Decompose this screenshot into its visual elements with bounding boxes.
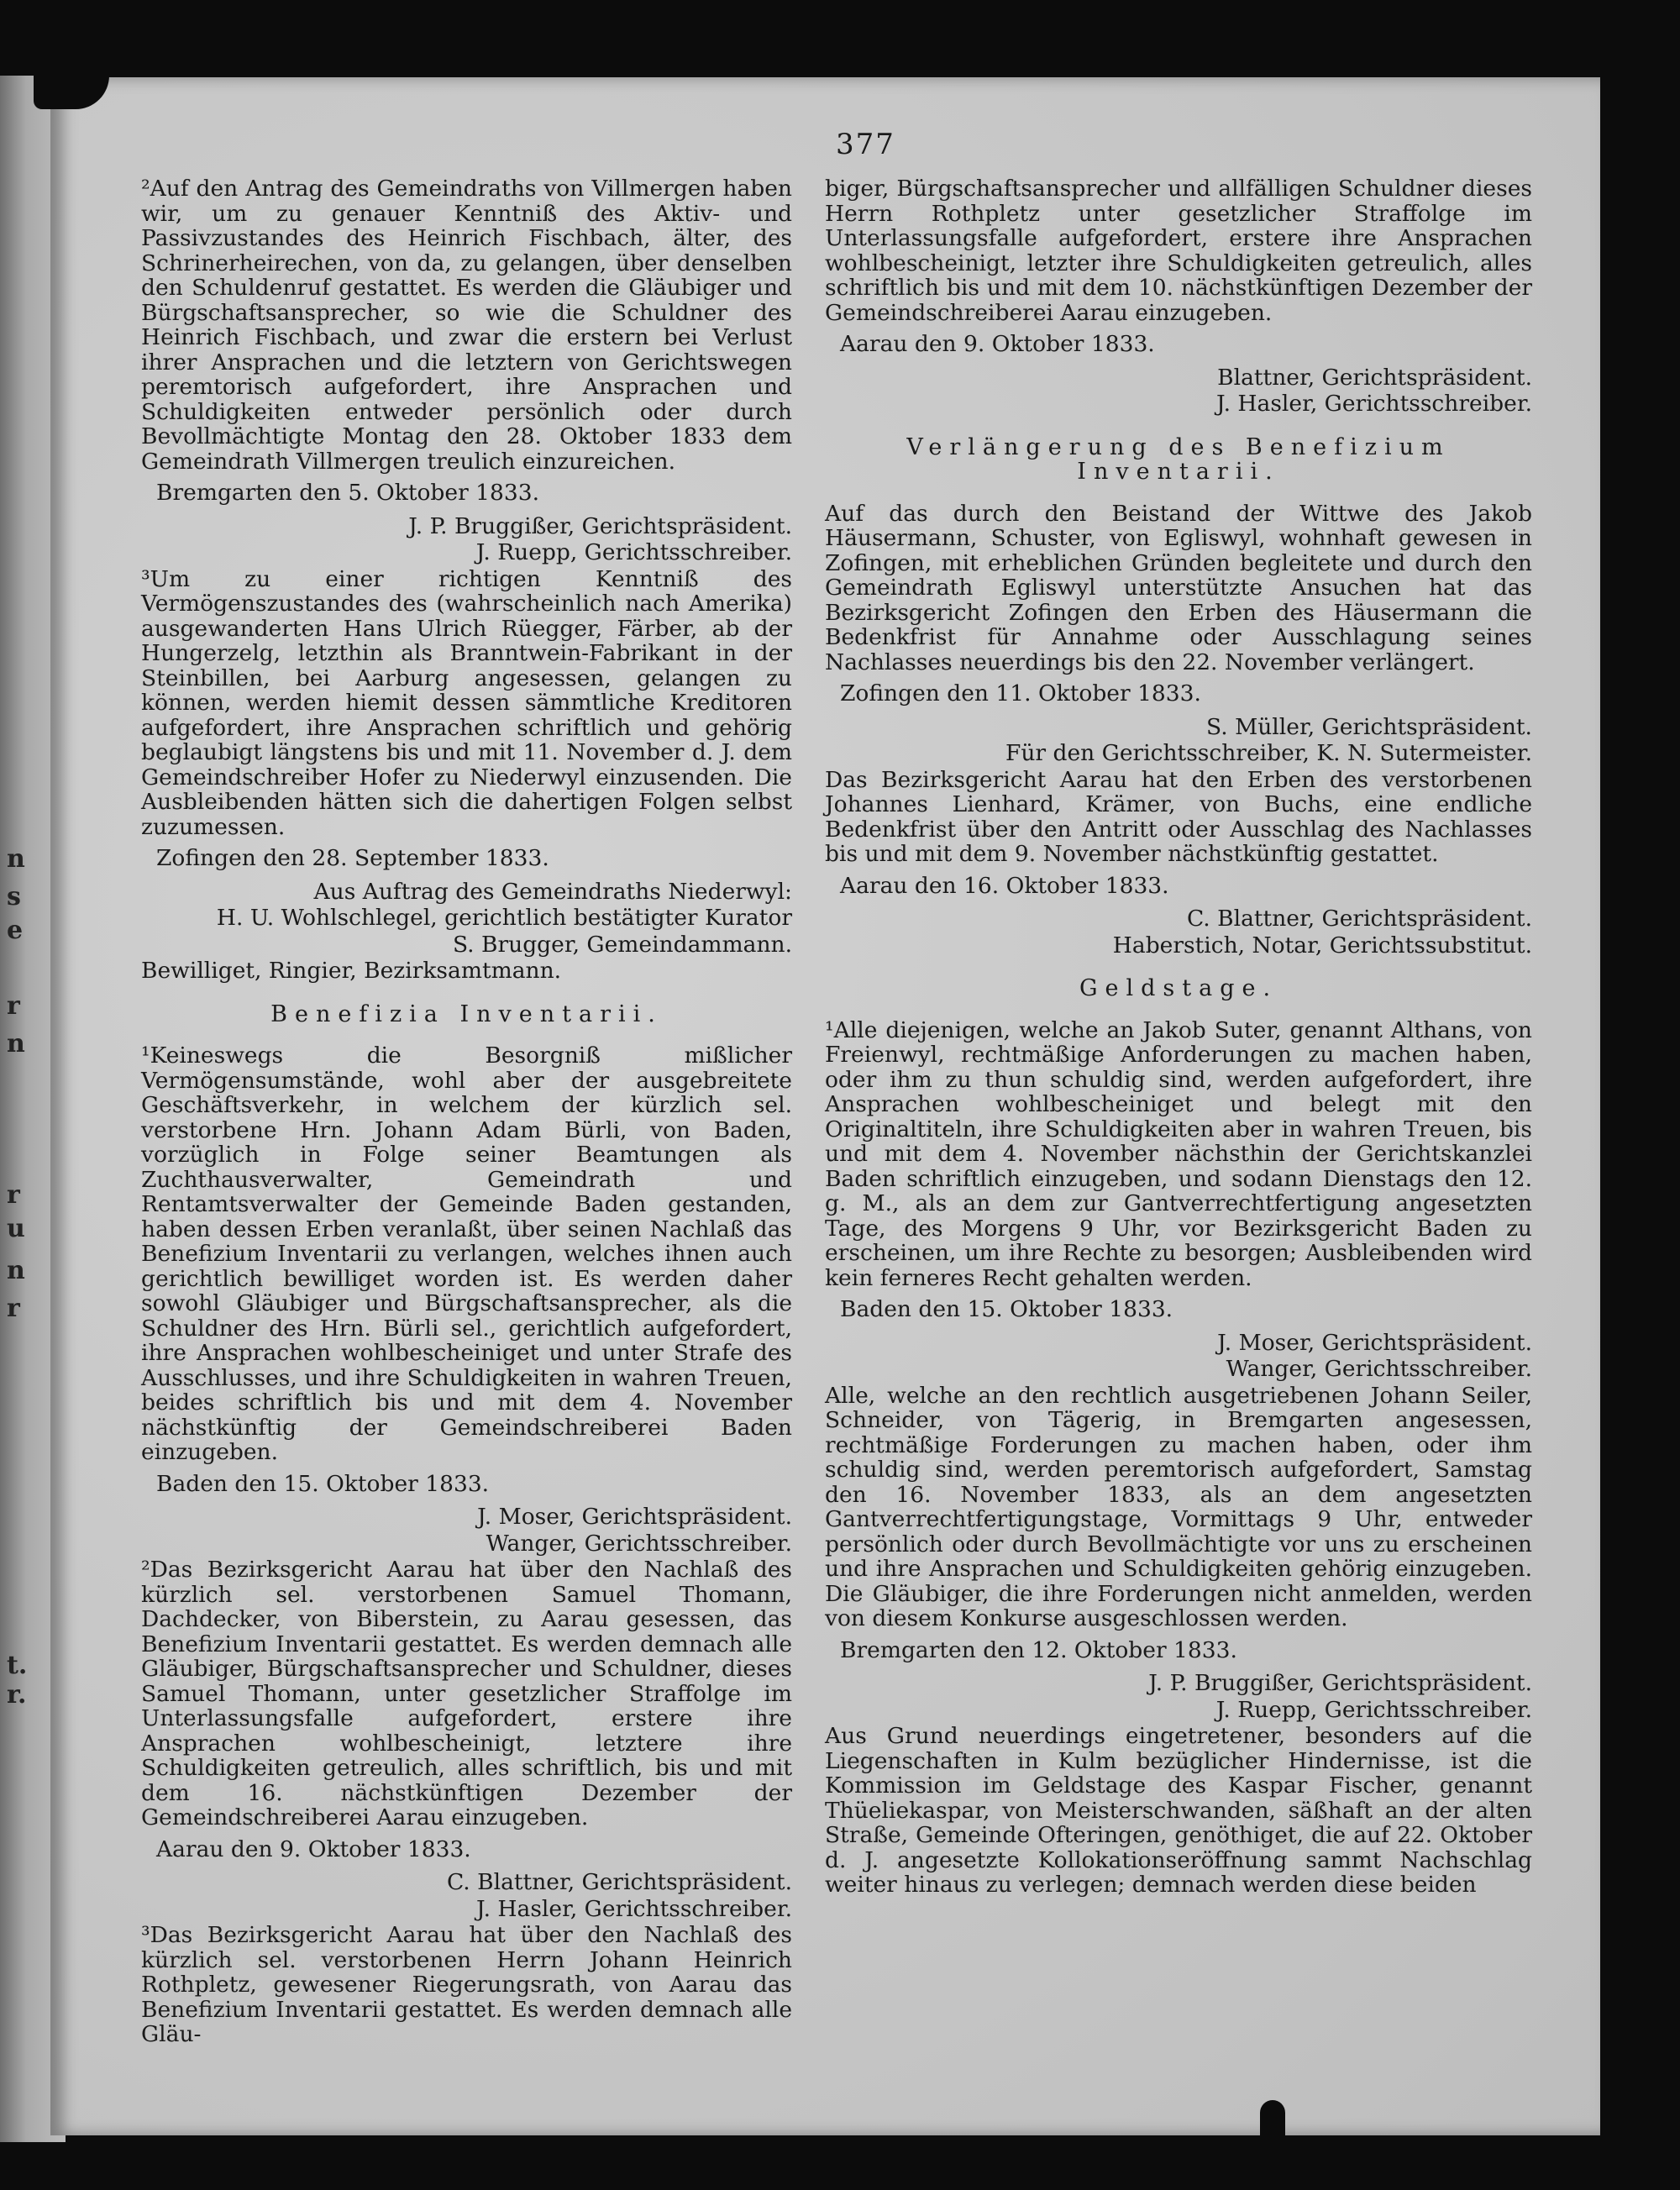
notice-paragraph: ¹Alle diejenigen, welche an Jakob Suter, genannt Althans, von Freienwyl, rechtmäßige Anforderungen zu machen haben, oder ihm zu thun schuldig sind, werden aufgefordert, ihre Ansprachen wohlbescheiniget und belegt mit den Originaltiteln, ihre Schuldigkeiten aber in wahren Treuen, bis und mit dem 4. November nächsthin der Gerichtskanzlei Baden schriftlich einzugeben, und sodann Dienstags den 12. g. M., als an dem zur Gantverrechtfertigung angesetzten Tage, des Morgens 9 Uhr, vor Bezirksgericht Baden zu erscheinen, um ihre Rechte zu besorgen; Ausbleibenden wird kein ferneres Recht gehalten werden. bbox=[825, 1016, 1532, 1291]
signature-line: J. Ruepp, Gerichtsschreiber. bbox=[1215, 1696, 1532, 1723]
page-number: 377 bbox=[836, 128, 895, 161]
signature-line: Für den Gerichtsschreiber, K. N. Sutermeister. bbox=[1005, 740, 1532, 766]
previous-page-fragment: r. bbox=[7, 1680, 27, 1709]
signature-line: H. U. Wohlschlegel, gerichtlich bestätigter Kurator bbox=[216, 905, 792, 931]
signature-line: Aus Auftrag des Gemeindraths Niederwyl: bbox=[313, 878, 792, 905]
signature-line: J. P. Bruggißer, Gerichtspräsident. bbox=[1148, 1670, 1532, 1696]
right-column bbox=[825, 176, 1532, 1904]
notice-paragraph: ³Das Bezirksgericht Aarau hat über den Nachlaß des kürzlich sel. verstorbenen Herrn Johann Heinrich Rothpletz, gewesener Riegerungsrath, von Aarau das Benefizium Inventarii gestattet. Es werden demnach alle Gläu- bbox=[141, 1922, 792, 2047]
place-date-line: Aarau den 16. Oktober 1833. bbox=[840, 872, 1169, 899]
notice-paragraph: ²Das Bezirksgericht Aarau hat über den Nachlaß des kürzlich sel. verstorbenen Samuel Thomann, Dachdecker, von Biberstein, zu Aarau gesessen, das Benefizium Inventarii gestattet. Es werden demnach alle Gläubiger, Bürgschaftsansprecher und Schuldner, dieses Samuel Thomann, unter gesetzlicher Straffolge im Unterlassungsfalle aufgefordert, erstere ihre Ansprachen wohlbescheinigt, letztere ihre Schuldigkeiten getreulich, alles schriftlich, bis und mit dem 16. nächstkünftigen Dezember der Gemeindschreiberei Aarau einzugeben. bbox=[141, 1557, 792, 1830]
previous-page-fragment: r bbox=[7, 991, 20, 1021]
previous-page-fragment: n bbox=[7, 844, 25, 874]
signature-line: J. Moser, Gerichtspräsident. bbox=[1217, 1329, 1532, 1356]
signature-line: C. Blattner, Gerichtspräsident. bbox=[1186, 906, 1532, 932]
place-date-line: Bremgarten den 5. Oktober 1833. bbox=[156, 480, 540, 506]
place-date-line: Zofingen den 11. Oktober 1833. bbox=[840, 680, 1201, 706]
section-heading: Verlängerung des Benefizium Inventarii. bbox=[906, 433, 1451, 485]
notice-paragraph: ³Um zu einer richtigen Kenntniß des Vermögenszustandes des (wahrscheinlich nach Amerika) ausgewanderten Hans Ulrich Rüegger, Färber, ab der Hungerzelg, letzthin als Branntwein-Fabrikant in der Steinbillen, bei Aarburg angesessen, gelangen zu können, werden hiemit dessen sämmtliche Kreditoren aufgefordert, ihre Ansprachen schriftlich und gehörig beglaubigt längstens bis und mit 11. November d. J. dem Gemeindschreiber Hofer zu Niederwyl einzusenden. Die Ausbleibenden hätten sich die dahertigen Folgen selbst zuzumessen. bbox=[141, 565, 792, 840]
edge-damage-bottom bbox=[1260, 2100, 1285, 2151]
previous-page-fragment: t. bbox=[7, 1651, 28, 1680]
signature-line: Wanger, Gerichtsschreiber. bbox=[486, 1530, 792, 1557]
signature-line: C. Blattner, Gerichtspräsident. bbox=[446, 1869, 792, 1895]
place-date-line: Aarau den 9. Oktober 1833. bbox=[156, 1836, 471, 1862]
signature-line: S. Müller, Gerichtspräsident. bbox=[1206, 713, 1532, 740]
signature-line: Haberstich, Notar, Gerichtssubstitut. bbox=[1112, 932, 1532, 958]
signature-line: Bewilliget, Ringier, Bezirksamtmann. bbox=[141, 958, 562, 984]
left-column bbox=[141, 176, 792, 2054]
notice-paragraph: biger, Bürgschaftsansprecher und allfälligen Schuldner dieses Herrn Rothpletz unter gesetzlicher Straffolge im Unterlassungsfalle aufgefordert, erstere ihre Ansprachen wohlbescheinigt, letzter ihre Schuldigkeiten getreulich, alles schriftlich bis und mit dem 10. nächstkünftigen Dezember der Gemeindschreiberei Aarau einzugeben. bbox=[825, 176, 1532, 326]
signature-line: J. Hasler, Gerichtsschreiber. bbox=[476, 1895, 792, 1922]
signature-line: Blattner, Gerichtspräsident. bbox=[1217, 364, 1532, 391]
place-date-line: Bremgarten den 12. Oktober 1833. bbox=[840, 1636, 1237, 1663]
notice-paragraph: ²Auf den Antrag des Gemeindraths von Villmergen haben wir, um zu genauer Kenntniß des Aktiv- und Passivzustandes des Heinrich Fischbach, älter, des Schrinerheirechen, von da, zu gelangen, über denselben den Schuldenruf gestattet. Es werden die Gläubiger und Bürgschaftsansprecher, so wie die Schuldner des Heinrich Fischbach, und zwar die erstern bei Verlust ihrer Ansprachen und die letztern von Gerichtswegen peremtorisch aufgefordert, ihre Ansprachen und Schuldigkeiten entweder persönlich oder durch Bevollmächtigte Montag den 28. Oktober 1833 dem Gemeindrath Villmergen treulich einzureichen. bbox=[141, 176, 792, 475]
previous-page-fragment: u bbox=[7, 1214, 25, 1243]
previous-page-fragment: n bbox=[7, 1029, 25, 1058]
previous-page-fragment: e bbox=[7, 916, 24, 945]
notice-paragraph: ¹Keineswegs die Besorgniß mißlicher Vermögensumstände, wohl aber der ausgebreitete Geschäftsverkehr, in welchem der kürzlich sel. verstorbene Hrn. Johann Adam Bürli, von Baden, vorzüglich in Folge seiner Beamtungen als Zuchthausverwalter, Gemeindrath und Rentamtsverwalter der Gemeinde Baden gestanden, haben dessen Erben veranlaßt, über seinen Nachlaß das Benefizium Inventarii zu verlangen, welches ihnen auch gerichtlich bewilliget worden ist. Es werden daher sowohl Gläubiger und Bürgschaftsansprecher, als die Schuldner des Hrn. Bürli sel., gerichtlich aufgefordert, ihre Ansprachen wohlbescheiniget und unter Strafe des Ausschlusses, und ihre Schuldigkeiten in wahren Treuen, beides schriftlich bis und mit dem 4. November nächstkünftig der Gemeindschreiberei Baden einzugeben. bbox=[141, 1042, 792, 1465]
signature-line: J. Hasler, Gerichtsschreiber. bbox=[1216, 391, 1532, 417]
signature-line: J. Ruepp, Gerichtsschreiber. bbox=[475, 539, 792, 565]
notice-paragraph: Das Bezirksgericht Aarau hat den Erben des verstorbenen Johannes Lienhard, Krämer, von Buchs, eine endliche Bedenkfrist über den Antritt oder Ausschlag des Nachlasses bis und mit dem 9. November nächstkünftig gestattet. bbox=[825, 766, 1532, 867]
signature-line: J. P. Bruggißer, Gerichtspräsident. bbox=[408, 512, 792, 539]
previous-page-fragment: n bbox=[7, 1256, 25, 1285]
section-heading: Benefizia Inventarii. bbox=[270, 1000, 663, 1027]
notice-paragraph: Auf das durch den Beistand der Wittwe des Jakob Häusermann, Schuster, von Egliswyl, wohnhaft gewesen in Zofingen, mit erheblichen Gründen begleitete und durch den Gemeindrath Egliswyl unterstützte Ansuchen hat das Bezirksgericht Zofingen den Erben des Häusermann die Bedenkfrist für Annahme oder Ausschlagung seines Nachlasses neuerdings bis den 22. November verlängert. bbox=[825, 500, 1532, 675]
previous-page-fragment: r bbox=[7, 1180, 20, 1210]
newspaper-page bbox=[50, 77, 1600, 2135]
section-heading: Geldstage. bbox=[1079, 975, 1278, 1001]
notice-paragraph: Aus Grund neuerdings eingetretener, besonders auf die Liegenschaften in Kulm bezüglicher Hindernisse, ist die Kommission im Geldstage des Kaspar Fischer, genannt Thüeliekaspar, von Meisterschwanden, säßhaft an der alten Straße, Gemeinde Ofteringen, genöthiget, die auf 22. Oktober d. J. angesetzte Kollokationseröffnung sammt Nachschlag weiter hinaus zu verlegen; demnach werden diese beiden bbox=[825, 1723, 1532, 1898]
signature-line: J. Moser, Gerichtspräsident. bbox=[477, 1504, 792, 1530]
place-date-line: Aarau den 9. Oktober 1833. bbox=[840, 331, 1155, 357]
place-date-line: Zofingen den 28. September 1833. bbox=[156, 845, 549, 871]
signature-line: S. Brugger, Gemeindammann. bbox=[452, 931, 792, 958]
previous-page-fragment: r bbox=[7, 1294, 20, 1323]
previous-page-fragment: s bbox=[7, 882, 21, 911]
signature-line: Wanger, Gerichtsschreiber. bbox=[1226, 1356, 1532, 1382]
place-date-line: Baden den 15. Oktober 1833. bbox=[840, 1296, 1173, 1322]
binding-shadow-top bbox=[34, 50, 109, 109]
notice-paragraph: Alle, welche an den rechtlich ausgetriebenen Johann Seiler, Schneider, von Tägerig, in Bremgarten angesessen, rechtmäßige Forderungen zu machen haben, oder ihm schuldig sind, werden peremtorisch aufgefordert, Samstag den 16. November 1833, als an dem angesetzten Gantverrechtfertigungstage, Vormittags 9 Uhr, entweder persönlich oder durch Bevollmächtigte vor uns zu erscheinen und ihre Ansprachen und Schuldigkeiten gehörig einzugeben. Die Gläubiger, die ihre Forderungen nicht anmelden, werden von diesem Konkurse ausgeschlossen werden. bbox=[825, 1382, 1532, 1631]
place-date-line: Baden den 15. Oktober 1833. bbox=[156, 1470, 490, 1497]
